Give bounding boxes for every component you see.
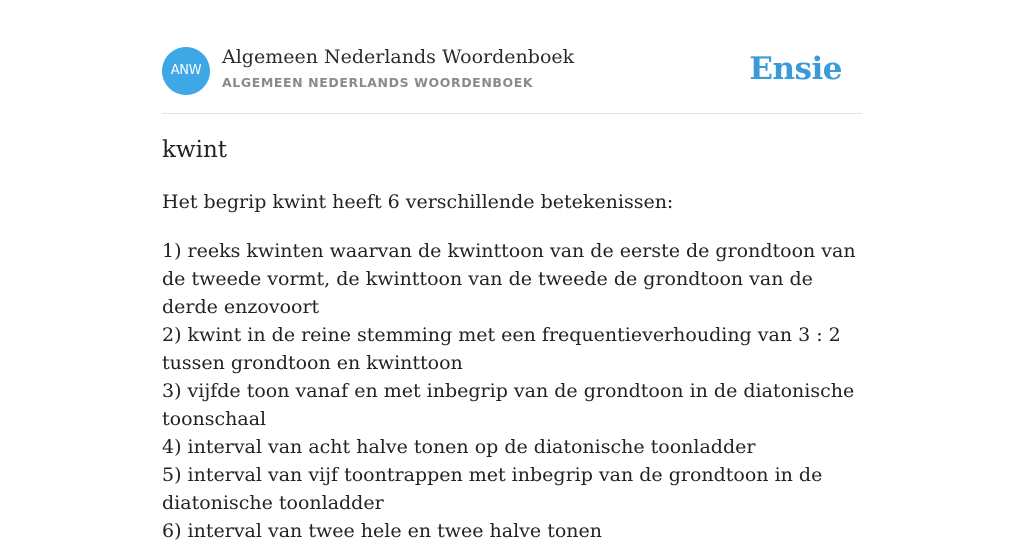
page (162, 0, 862, 542)
entry-intro: Het begrip kwint heeft 6 verschillende betekenissen: (162, 191, 674, 213)
source-subtitle: ALGEMEEN NEDERLANDS WOORDENBOEK (222, 75, 534, 90)
entry-term: kwint (162, 137, 228, 163)
meaning-item: 4) interval van acht halve tonen op de diatonische toonladder (162, 436, 756, 458)
header (162, 46, 862, 96)
header-divider (162, 113, 862, 114)
meaning-item: 2) kwint in de reine stemming met een frequentieverhouding van 3 : 2 tussen grondtoon en kwinttoon (162, 324, 841, 374)
ensie-brand-logo[interactable]: Ensie (749, 51, 842, 87)
source-title[interactable]: Algemeen Nederlands Woordenboek (222, 46, 575, 68)
meaning-item: 6) interval van twee hele en twee halve tonen (162, 520, 602, 542)
meaning-item: 5) interval van vijf toontrappen met inbegrip van de grondtoon in de diatonische toonladder (162, 464, 823, 514)
anw-logo[interactable]: ANW (162, 47, 210, 95)
meaning-item: 3) vijfde toon vanaf en met inbegrip van de grondtoon in de diatonische toonschaal (162, 380, 855, 430)
meanings-list (162, 237, 868, 545)
meaning-item: 1) reeks kwinten waarvan de kwinttoon van de eerste de grondtoon van de tweede vormt, de kwinttoon van de tweede de grondtoon van de derde enzovoort (162, 240, 856, 318)
